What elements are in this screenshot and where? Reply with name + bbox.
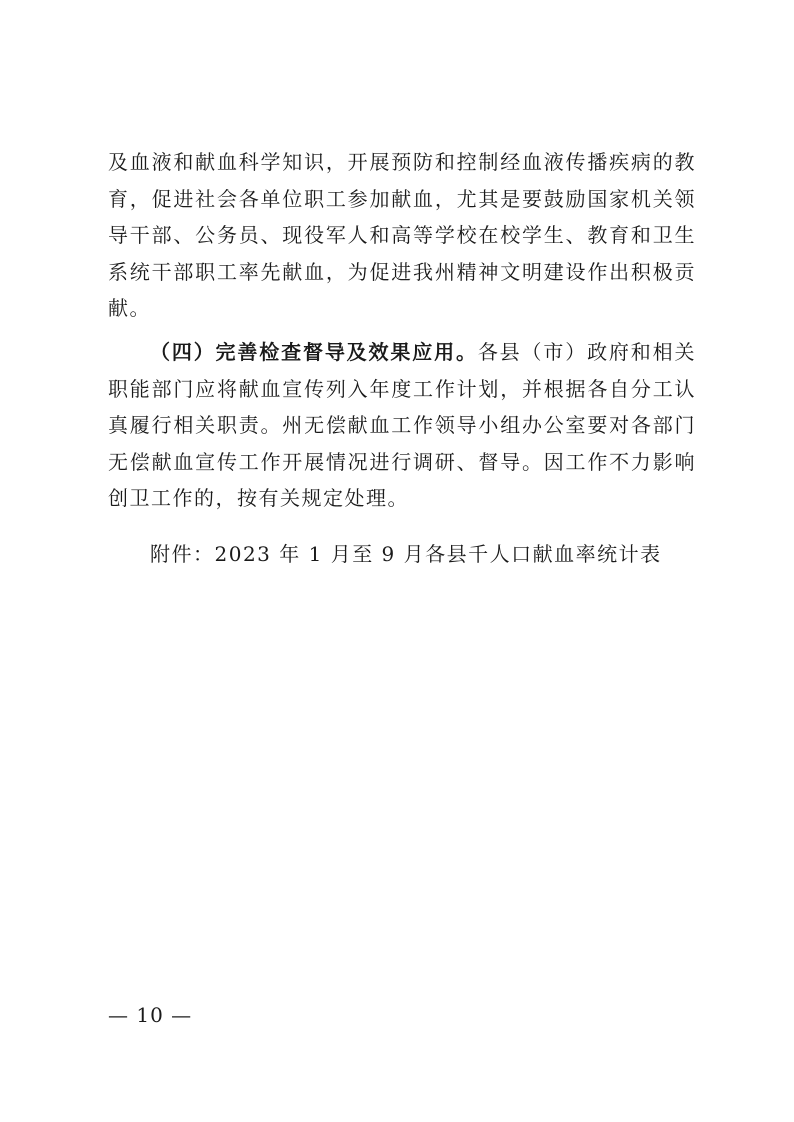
section-paragraph xyxy=(108,334,696,517)
section-body: 各县（市）政府和相关职能部门应将献血宣传列入年度工作计划，并根据各自分工认真履行相关职责。州无偿献血工作领导小组办公室要对各部门无偿献血宣传工作开展情况进行调研、督导。因工作不力影响创卫工作的，按有关规定处理。 xyxy=(108,340,696,510)
section-heading: （四）完善检查督导及效果应用。 xyxy=(150,340,478,364)
page-number: — 10 — xyxy=(108,1003,193,1027)
attachment-line: 附件：2023 年 1 月至 9 月各县千人口献血率统计表 xyxy=(150,542,662,566)
body-paragraph: 及血液和献血科学知识，开展预防和控制经血液传播疾病的教育，促进社会各单位职工参加献血，尤其是要鼓励国家机关领导干部、公务员、现役军人和高等学校在校学生、教育和卫生系统干部职工率先献血，为促进我州精神文明建设作出积极贡献。 xyxy=(108,150,696,320)
